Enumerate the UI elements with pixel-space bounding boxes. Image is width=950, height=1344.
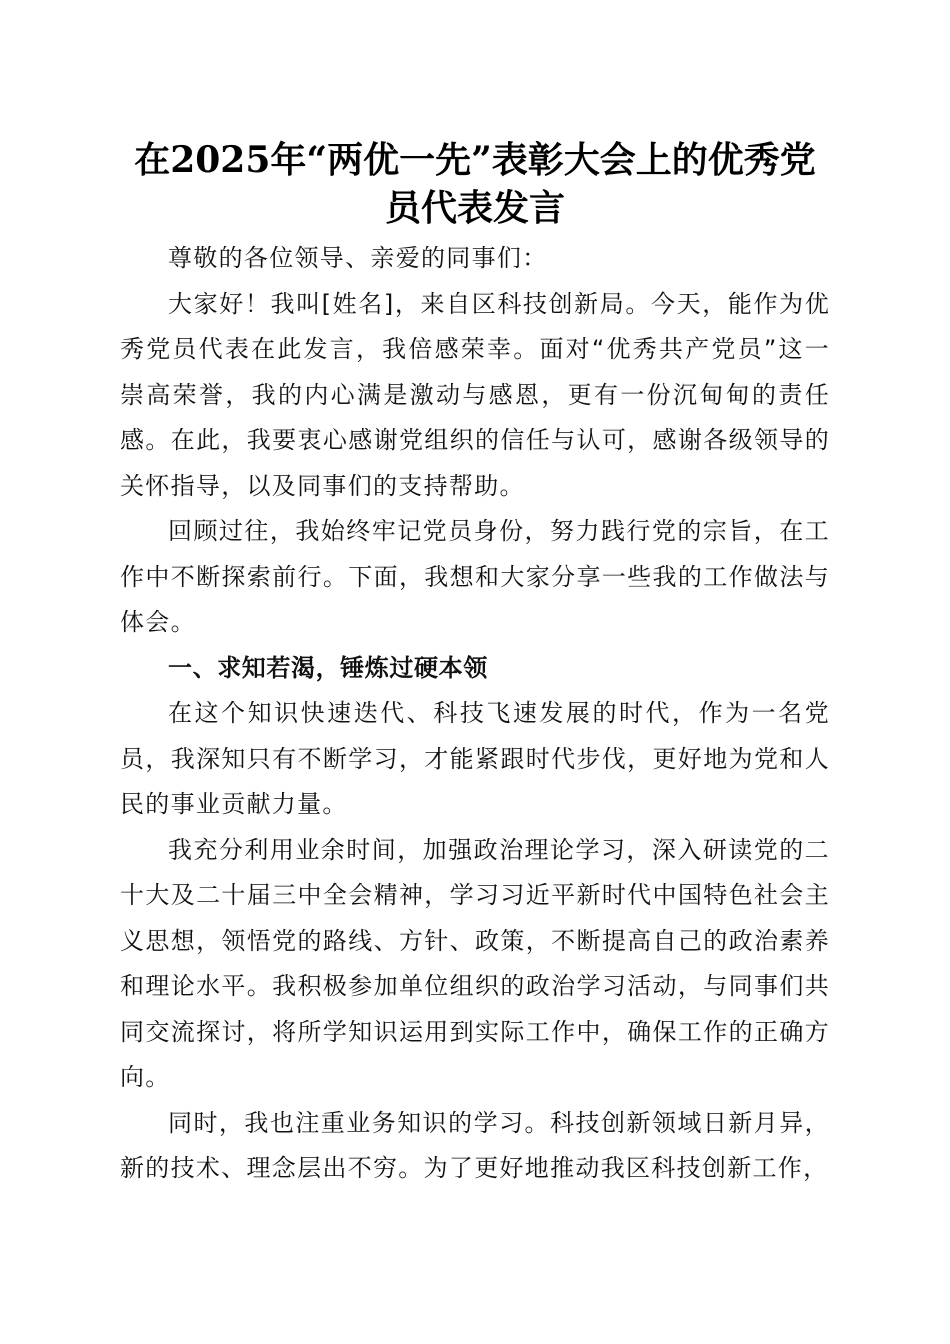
paragraph-review: 回顾过往，我始终牢记党员身份，努力践行党的宗旨，在工作中不断探索前行。下面，我想和大家分享一些我的工作做法与体会。 xyxy=(120,517,830,636)
section-1-paragraph: 同时，我也注重业务知识的学习。科技创新领域日新月异，新的技术、理念层出不穷。为了更好地推动我区科技创新工作， xyxy=(120,1108,830,1182)
document-title: 在2025年“两优一先”表彰大会上的优秀党员代表发言 xyxy=(134,139,816,229)
paragraph-intro: 大家好！我叫[姓名]，来自区科技创新局。今天，能作为优秀党员代表在此发言，我倍感荣幸。面对“优秀共产党员”这一崇高荣誉，我的内心满是激动与感恩，更有一份沉甸甸的责任感。在此，我要衷心感谢党组织的信任与认可，感谢各级领导的关怀指导，以及同事们的支持帮助。 xyxy=(120,289,830,500)
section-1-paragraph: 在这个知识快速迭代、科技飞速发展的时代，作为一名党员，我深知只有不断学习，才能紧跟时代步伐，更好地为党和人民的事业贡献力量。 xyxy=(120,699,830,818)
section-1-paragraph: 我充分利用业余时间，加强政治理论学习，深入研读党的二十大及二十届三中全会精神，学习习近平新时代中国特色社会主义思想，领悟党的路线、方针、政策，不断提高自己的政治素养和理论水平。我积极参加单位组织的政治学习活动，与同事们共同交流探讨，将所学知识运用到实际工作中，确保工作的正确方向。 xyxy=(120,835,830,1091)
salutation: 尊敬的各位领导、亲爱的同事们： xyxy=(168,244,548,272)
document-page xyxy=(120,136,830,1192)
section-heading-1: 一、求知若渴，锤炼过硬本领 xyxy=(168,653,488,682)
